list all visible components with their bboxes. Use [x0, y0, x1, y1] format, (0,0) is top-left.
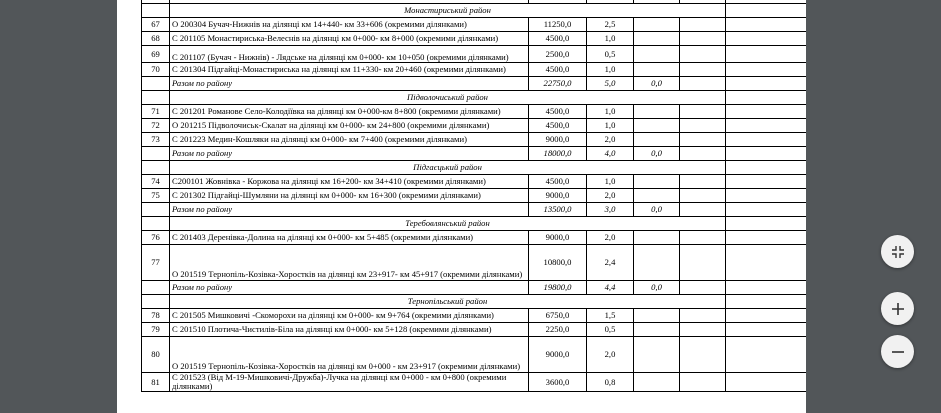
row-number: 78	[142, 309, 170, 323]
empty-cell	[142, 203, 170, 217]
empty-cell	[634, 231, 680, 245]
length-value: 10800,0	[529, 245, 587, 281]
zoom-in-button[interactable]	[881, 292, 914, 325]
district-header-row	[142, 91, 807, 105]
length-value: 4500,0	[529, 32, 587, 46]
empty-cell	[680, 231, 726, 245]
total-label: Разом по району	[170, 77, 529, 91]
empty-cell	[726, 175, 807, 189]
table-row	[142, 105, 807, 119]
empty-cell	[634, 175, 680, 189]
total-length: 13500,0	[529, 203, 587, 217]
plus-icon	[891, 302, 905, 316]
empty-cell	[726, 161, 807, 175]
empty-cell	[680, 245, 726, 281]
amount-value: 0,5	[587, 323, 634, 337]
empty-cell	[634, 337, 680, 373]
length-value: 4500,0	[529, 175, 587, 189]
road-name: С 201201 Романове Село-Колодіївка на ділянці км 0+000-км 8+800 (окремими ділянками)	[170, 105, 529, 119]
total-length: 22750,0	[529, 77, 587, 91]
empty-cell	[142, 217, 170, 231]
empty-cell	[634, 245, 680, 281]
row-number: 79	[142, 323, 170, 337]
row-number: 75	[142, 189, 170, 203]
road-name: С 201105 Монастириська-Велеснів на ділянці км 0+000- км 8+000 (окремими ділянками)	[170, 32, 529, 46]
document-page	[117, 0, 806, 413]
amount-value: 2,0	[587, 133, 634, 147]
empty-cell	[726, 295, 807, 309]
district-name: Монастириський район	[170, 4, 726, 18]
empty-cell	[726, 373, 807, 392]
empty-cell	[726, 63, 807, 77]
length-value: 4500,0	[529, 105, 587, 119]
empty-cell	[726, 231, 807, 245]
table-row	[142, 32, 807, 46]
empty-cell	[680, 323, 726, 337]
district-total-row	[142, 77, 807, 91]
empty-cell	[142, 147, 170, 161]
table-row	[142, 373, 807, 392]
district-name: Тернопільський район	[170, 295, 726, 309]
empty-cell	[142, 161, 170, 175]
row-number: 68	[142, 32, 170, 46]
total-label: Разом по району	[170, 203, 529, 217]
length-value: 4500,0	[529, 63, 587, 77]
district-header-row	[142, 161, 807, 175]
empty-cell	[680, 18, 726, 32]
road-name: С 201304 Підгайці-Монастириська на ділянці км 11+330- км 20+460 (окремими ділянками)	[170, 63, 529, 77]
district-name: Підволочиський район	[170, 91, 726, 105]
minus-icon	[891, 345, 905, 359]
district-total-row	[142, 203, 807, 217]
district-header-row	[142, 295, 807, 309]
empty-cell	[142, 295, 170, 309]
amount-value: 1,5	[587, 309, 634, 323]
road-name: С 201510 Плотича-Чистилів-Біла на ділянці км 0+000- км 5+128 (окремими ділянками)	[170, 323, 529, 337]
empty-cell	[726, 203, 807, 217]
length-value: 2500,0	[529, 46, 587, 63]
road-name: С200101 Жовнівка - Коржова на ділянці км 16+200- км 34+410 (окремими ділянками)	[170, 175, 529, 189]
district-header-row	[142, 4, 807, 18]
total-label: Разом по району	[170, 147, 529, 161]
empty-cell	[680, 309, 726, 323]
total-amount: 4,4	[587, 281, 634, 295]
table-row	[142, 119, 807, 133]
district-total-row	[142, 281, 807, 295]
row-number: 71	[142, 105, 170, 119]
row-number: 76	[142, 231, 170, 245]
length-value: 4500,0	[529, 119, 587, 133]
empty-cell	[680, 203, 726, 217]
empty-cell	[680, 281, 726, 295]
table-row	[142, 189, 807, 203]
table-row	[142, 323, 807, 337]
empty-cell	[680, 175, 726, 189]
roads-table	[141, 0, 806, 392]
road-name: О 200304 Бучач-Нижнів на ділянці км 14+440- км 33+606 (окремими ділянками)	[170, 18, 529, 32]
length-value: 9000,0	[529, 231, 587, 245]
empty-cell	[726, 4, 807, 18]
amount-value: 2,0	[587, 231, 634, 245]
total-zero: 0,0	[634, 203, 680, 217]
empty-cell	[680, 63, 726, 77]
empty-cell	[142, 91, 170, 105]
length-value: 2250,0	[529, 323, 587, 337]
empty-cell	[680, 105, 726, 119]
empty-cell	[726, 281, 807, 295]
empty-cell	[634, 46, 680, 63]
row-number: 73	[142, 133, 170, 147]
row-number: 69	[142, 46, 170, 63]
road-name: О 201519 Тернопіль-Козівка-Хоростків на ділянці км 23+917- км 45+917 (окремими ділянками)	[170, 245, 529, 281]
amount-value: 2,4	[587, 245, 634, 281]
empty-cell	[680, 133, 726, 147]
empty-cell	[142, 4, 170, 18]
row-number: 67	[142, 18, 170, 32]
empty-cell	[726, 133, 807, 147]
length-value: 9000,0	[529, 133, 587, 147]
amount-value: 0,8	[587, 373, 634, 392]
district-name: Підгаєцький район	[170, 161, 726, 175]
length-value: 11250,0	[529, 18, 587, 32]
empty-cell	[142, 77, 170, 91]
empty-cell	[634, 32, 680, 46]
road-name: С 201107 (Бучач - Нижнів) - Лядське на ділянці км 0+000- км 10+050 (окремими ділянками)	[170, 46, 529, 63]
table-row	[142, 175, 807, 189]
table-row	[142, 309, 807, 323]
length-value: 6750,0	[529, 309, 587, 323]
empty-cell	[634, 373, 680, 392]
empty-cell	[726, 189, 807, 203]
empty-cell	[680, 32, 726, 46]
empty-cell	[726, 32, 807, 46]
empty-cell	[726, 91, 807, 105]
row-number: 77	[142, 245, 170, 281]
empty-cell	[726, 323, 807, 337]
amount-value: 2,0	[587, 189, 634, 203]
empty-cell	[726, 147, 807, 161]
empty-cell	[142, 281, 170, 295]
total-label: Разом по району	[170, 281, 529, 295]
district-header-row	[142, 217, 807, 231]
length-value: 9000,0	[529, 189, 587, 203]
empty-cell	[634, 63, 680, 77]
total-length: 19800,0	[529, 281, 587, 295]
total-zero: 0,0	[634, 147, 680, 161]
empty-cell	[680, 373, 726, 392]
empty-cell	[726, 18, 807, 32]
table-row	[142, 133, 807, 147]
road-name: С 201302 Підгайці-Шумляни на ділянці км 0+000- км 16+300 (окремими ділянками)	[170, 189, 529, 203]
total-amount: 3,0	[587, 203, 634, 217]
road-name: О 201519 Тернопіль-Козівка-Хоростків на ділянці км 0+000 - км 23+917 (окремими ділянками)	[170, 337, 529, 373]
fit-to-page-icon	[891, 245, 905, 259]
amount-value: 1,0	[587, 105, 634, 119]
empty-cell	[726, 217, 807, 231]
length-value: 9000,0	[529, 337, 587, 373]
empty-cell	[726, 245, 807, 281]
total-zero: 0,0	[634, 281, 680, 295]
row-number: 74	[142, 175, 170, 189]
amount-value: 2,0	[587, 337, 634, 373]
road-name: С 201523 (Від М-19-Мишковичі-Дружба)-Лучка на ділянці км 0+000 - км 0+800 (окремими ділянками)	[170, 373, 529, 392]
table-row	[142, 18, 807, 32]
road-name: С 201505 Мишковичі -Скоморохи на ділянці км 0+000- км 9+764 (окремими ділянками)	[170, 309, 529, 323]
row-number: 72	[142, 119, 170, 133]
table-row	[142, 245, 807, 281]
empty-cell	[680, 119, 726, 133]
empty-cell	[680, 46, 726, 63]
empty-cell	[634, 133, 680, 147]
amount-value: 1,0	[587, 63, 634, 77]
empty-cell	[726, 105, 807, 119]
empty-cell	[634, 119, 680, 133]
empty-cell	[680, 337, 726, 373]
table-row	[142, 337, 807, 373]
zoom-out-button[interactable]	[881, 335, 914, 368]
district-total-row	[142, 147, 807, 161]
amount-value: 1,0	[587, 32, 634, 46]
row-number: 81	[142, 373, 170, 392]
table-body	[142, 0, 807, 392]
empty-cell	[634, 105, 680, 119]
road-name: С 201223 Медин-Кошляки на ділянці км 0+000- км 7+400 (окремими ділянками)	[170, 133, 529, 147]
amount-value: 2,5	[587, 18, 634, 32]
total-amount: 4,0	[587, 147, 634, 161]
table-row	[142, 231, 807, 245]
amount-value: 1,0	[587, 175, 634, 189]
total-zero: 0,0	[634, 77, 680, 91]
empty-cell	[634, 189, 680, 203]
empty-cell	[634, 323, 680, 337]
row-number: 80	[142, 337, 170, 373]
empty-cell	[726, 119, 807, 133]
empty-cell	[726, 309, 807, 323]
empty-cell	[726, 337, 807, 373]
empty-cell	[680, 189, 726, 203]
empty-cell	[634, 309, 680, 323]
row-number: 70	[142, 63, 170, 77]
empty-cell	[726, 46, 807, 63]
length-value: 3600,0	[529, 373, 587, 392]
amount-value: 1,0	[587, 119, 634, 133]
total-amount: 5,0	[587, 77, 634, 91]
empty-cell	[634, 18, 680, 32]
amount-value: 0,5	[587, 46, 634, 63]
empty-cell	[680, 147, 726, 161]
road-name: О 201215 Підволочиськ-Скалат на ділянці км 0+000- км 24+800 (окремими ділянками)	[170, 119, 529, 133]
total-length: 18000,0	[529, 147, 587, 161]
empty-cell	[680, 77, 726, 91]
table-row	[142, 46, 807, 63]
fit-to-page-button[interactable]	[881, 235, 914, 268]
table-row	[142, 63, 807, 77]
road-name: С 201403 Деренівка-Долина на ділянці км 0+000- км 5+485 (окремими ділянками)	[170, 231, 529, 245]
district-name: Теребовлянський район	[170, 217, 726, 231]
empty-cell	[726, 77, 807, 91]
